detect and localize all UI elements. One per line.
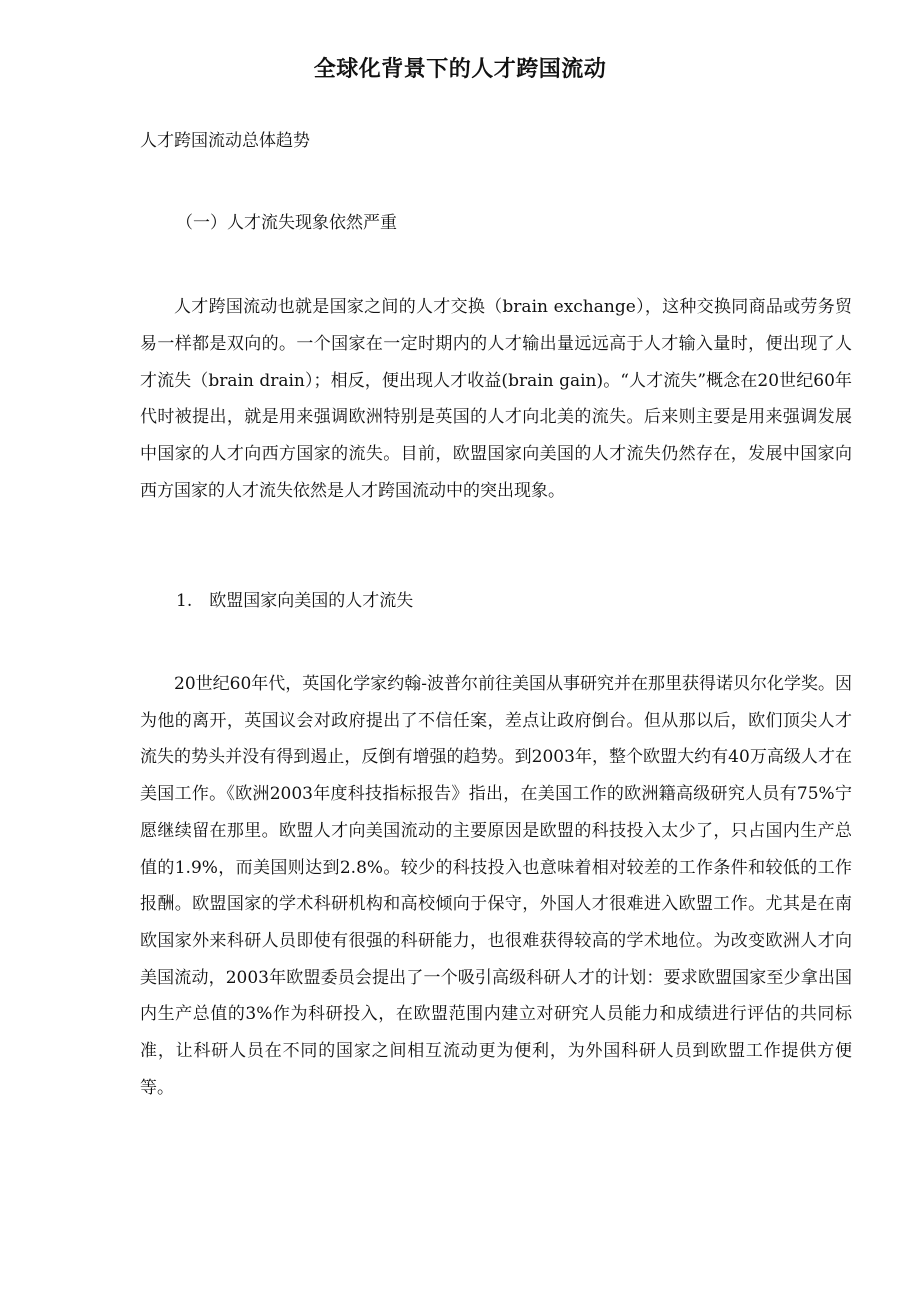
- body-paragraph-1: 人才跨国流动也就是国家之间的人才交换（brain exchange），这种交换同商品或劳务贸易一样都是双向的。一个国家在一定时期内的人才输出量远远高于人才输入量时，便出现了人才流失（brain drain）；相反，便出现人才收益(brain gain)。“人才流失”概念在20世纪60年代时被提出，就是用来强调欧洲特别是英国的人才向北美的流失。后来则主要是用来强调发展中国家的人才向西方国家的流失。目前，欧盟国家向美国的人才流失仍然存在，发展中国家向西方国家的人才流失依然是人才跨国流动中的突出现象。: [140, 297, 852, 501]
- body-paragraph-2: 20世纪60年代，英国化学家约翰-波普尔前往美国从事研究并在那里获得诺贝尔化学奖。因为他的离开，英国议会对政府提出了不信任案，差点让政府倒台。但从那以后，欧们顶尖人才流失的势头并没有得到遏止，反倒有增强的趋势。到2003年，整个欧盟大约有40万高级人才在美国工作。《欧洲2003年度科技指标报告》指出，在美国工作的欧洲籍高级研究人员有75%宁愿继续留在那里。欧盟人才向美国流动的主要原因是欧盟的科技投入太少了，只占国内生产总值的1.9%，而美国则达到2.8%。较少的科技投入也意味着相对较差的工作条件和较低的工作报酬。欧盟国家的学术科研机构和高校倾向于保守，外国人才很难进入欧盟工作。尤其是在南欧国家外来科研人员即使有很强的科研能力，也很难获得较高的学术地位。为改变欧洲人才向美国流动，2003年欧盟委员会提出了一个吸引高级科研人才的计划：要求欧盟国家至少拿出国内生产总值的3%作为科研投入，在欧盟范围内建立对研究人员能力和成绩进行评估的共同标准，让科研人员在不同的国家之间相互流动更为便利，为外国科研人员到欧盟工作提供方便等。: [140, 674, 853, 1098]
- item-heading: 1. 欧盟国家向美国的人才流失: [176, 591, 414, 611]
- document-title: 全球化背景下的人才跨国流动: [313, 57, 607, 82]
- subsection-heading: （一）人才流失现象依然严重: [176, 213, 397, 233]
- section-heading: 人才跨国流动总体趋势: [140, 131, 310, 151]
